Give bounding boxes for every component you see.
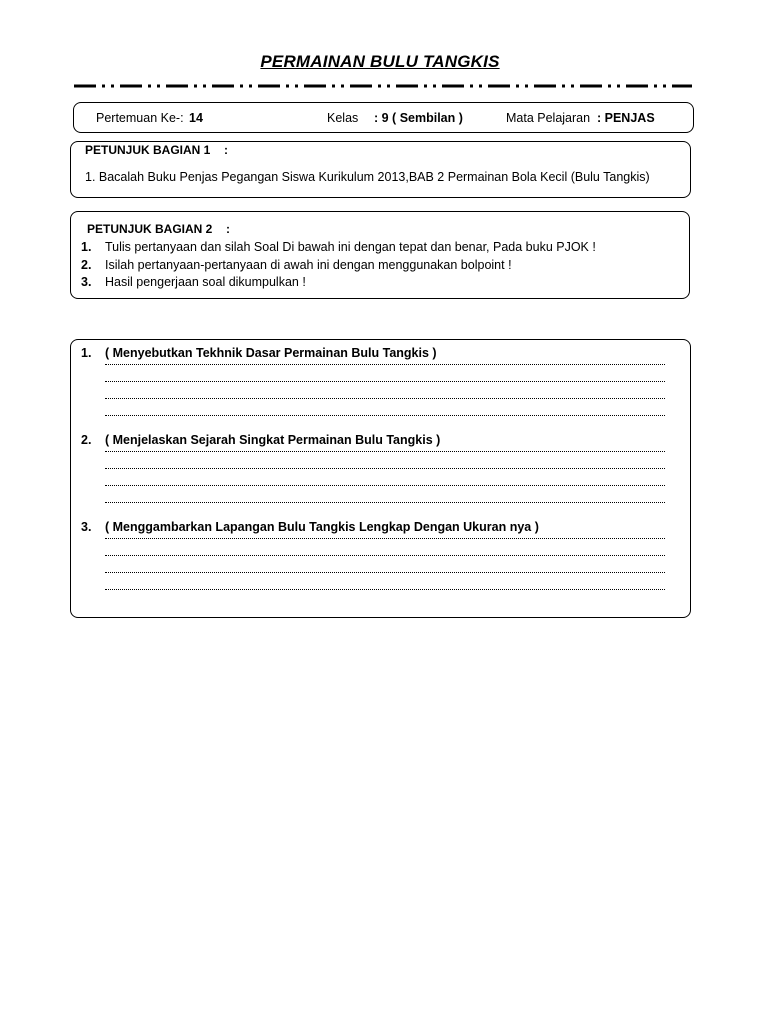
part1-item: 1. Bacalah Buku Penjas Pegangan Siswa Kurikulum 2013,BAB 2 Permainan Bola Kecil (Bulu Tangkis)	[85, 170, 650, 184]
answer-line[interactable]	[105, 483, 665, 486]
part2-heading: PETUNJUK BAGIAN 2 :	[87, 222, 230, 236]
answer-line[interactable]	[105, 362, 665, 365]
answer-line[interactable]	[105, 536, 665, 539]
answer-line[interactable]	[105, 449, 665, 452]
answer-line[interactable]	[105, 553, 665, 556]
question-3-heading: 3. ( Menggambarkan Lapangan Bulu Tangkis Lengkap Dengan Ukuran nya )	[81, 520, 539, 534]
question-2-heading: 2. ( Menjelaskan Sejarah Singkat Permainan Bulu Tangkis )	[81, 433, 441, 447]
instructions-part2-box	[70, 211, 690, 299]
page-title: PERMAINAN BULU TANGKIS	[260, 52, 500, 71]
answer-line[interactable]	[105, 570, 665, 573]
answer-line[interactable]	[105, 466, 665, 469]
class-label: Kelas	[327, 111, 359, 125]
meeting-label: Pertemuan Ke-:	[96, 111, 184, 125]
meeting-value: 14	[189, 111, 203, 125]
answer-line[interactable]	[105, 379, 665, 382]
instructions-part1-box	[70, 141, 691, 198]
answer-line[interactable]	[105, 413, 665, 416]
part1-heading: PETUNJUK BAGIAN 1 :	[85, 143, 228, 157]
info-header-box	[73, 102, 694, 133]
subject-label: Mata Pelajaran	[506, 111, 591, 125]
subject-value: : PENJAS	[597, 111, 655, 125]
part2-item: 2. Isilah pertanyaan-pertanyaan di awah ini dengan menggunakan bolpoint !	[81, 258, 512, 272]
answer-line[interactable]	[105, 500, 665, 503]
part2-item: 3. Hasil pengerjaan soal dikumpulkan !	[81, 275, 306, 289]
part2-item: 1. Tulis pertanyaan dan silah Soal Di bawah ini dengan tepat dan benar, Pada buku PJOK !	[81, 240, 596, 254]
question-1-heading: 1. ( Menyebutkan Tekhnik Dasar Permainan Bulu Tangkis )	[81, 346, 437, 360]
dash-dot-divider	[74, 82, 692, 90]
questions-box	[70, 339, 691, 618]
answer-line[interactable]	[105, 396, 665, 399]
class-value: : 9 ( Sembilan )	[374, 111, 463, 125]
answer-line[interactable]	[105, 587, 665, 590]
